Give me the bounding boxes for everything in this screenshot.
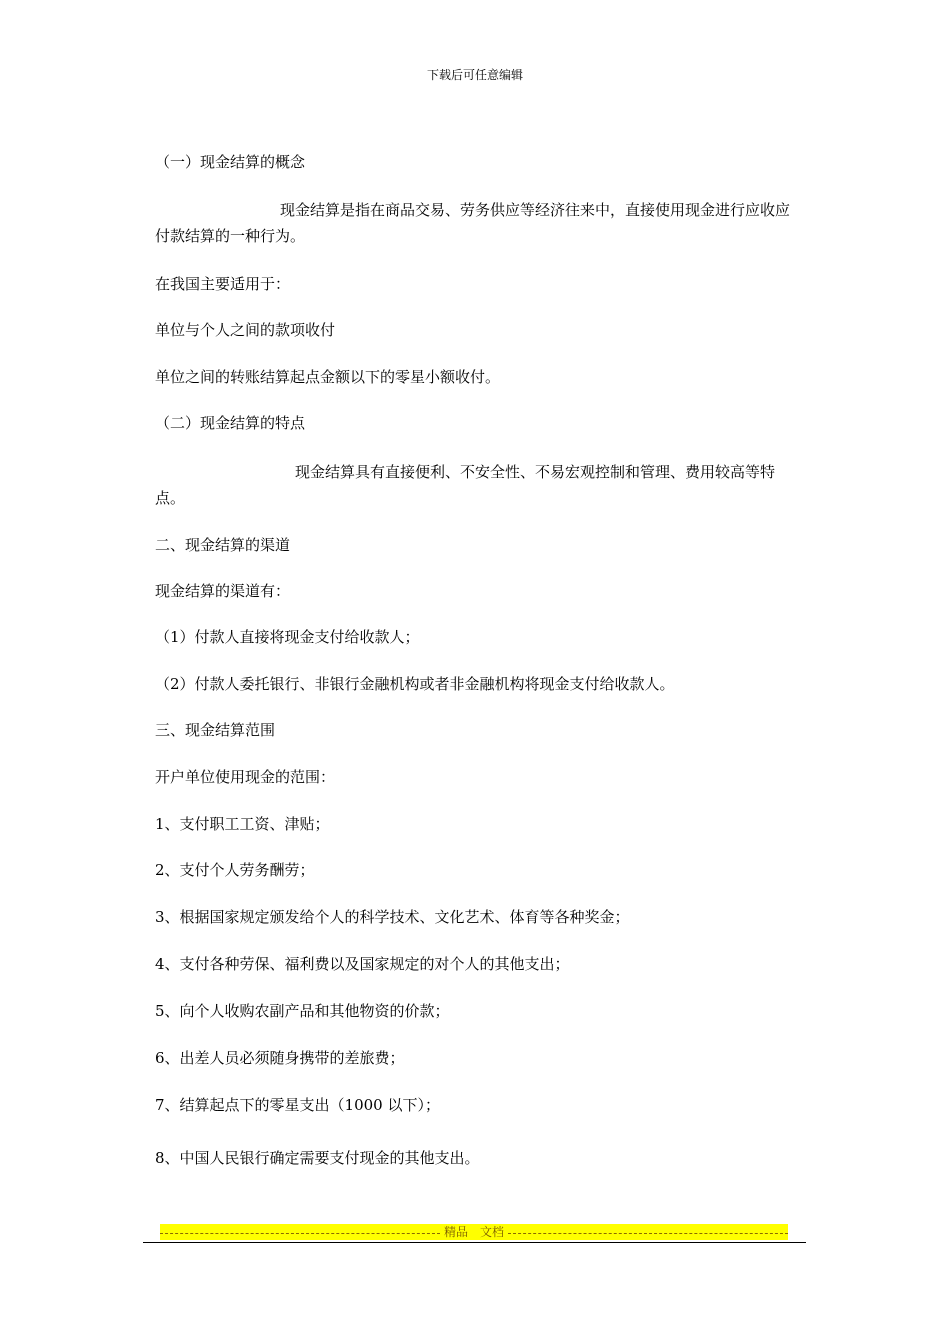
list-item-scope-5: 5、向个人收购农副产品和其他物资的价款； bbox=[155, 1002, 450, 1020]
section-heading-concept: （一）现金结算的概念 bbox=[155, 153, 306, 171]
section-heading-features: （二）现金结算的特点 bbox=[155, 414, 306, 432]
paragraph-features: 现金结算具有直接便利、不安全性、不易宏观控制和管理、费用较高等特点。 bbox=[155, 463, 776, 507]
footer-dash-right bbox=[508, 1233, 788, 1234]
list-item-scope-1: 1、支付职工工资、津贴； bbox=[155, 815, 330, 833]
paragraph-definition: 现金结算是指在商品交易、劳务供应等经济往来中，直接使用现金进行应收应付款结算的一种行为。 bbox=[155, 201, 791, 245]
list-item-scope-2: 2、支付个人劳务酬劳； bbox=[155, 861, 315, 879]
paragraph-scope-intro: 开户单位使用现金的范围： bbox=[155, 768, 336, 786]
footer-label: 精品 文档 bbox=[444, 1225, 505, 1239]
footer-dash-left bbox=[160, 1233, 440, 1234]
footer-highlight-bar bbox=[160, 1224, 788, 1240]
page-header-note: 下载后可任意编辑 bbox=[426, 68, 523, 82]
section-heading-channels: 二、现金结算的渠道 bbox=[155, 536, 291, 554]
list-item-scope-6: 6、出差人员必须随身携带的差旅费； bbox=[155, 1049, 405, 1067]
paragraph-applicable-intro: 在我国主要适用于： bbox=[155, 275, 291, 293]
list-item-channel-1: （1）付款人直接将现金支付给收款人； bbox=[155, 628, 420, 646]
list-item-scope-4: 4、支付各种劳保、福利费以及国家规定的对个人的其他支出； bbox=[155, 955, 570, 973]
list-item-scope-3: 3、根据国家规定颁发给个人的科学技术、文化艺术、体育等各种奖金； bbox=[155, 908, 630, 926]
footer-rule bbox=[143, 1242, 806, 1243]
list-item-channel-2: （2）付款人委托银行、非银行金融机构或者非金融机构将现金支付给收款人。 bbox=[155, 675, 675, 693]
paragraph-applicable-item-2: 单位之间的转账结算起点金额以下的零星小额收付。 bbox=[155, 368, 501, 386]
paragraph-channels-intro: 现金结算的渠道有： bbox=[155, 582, 291, 600]
paragraph-applicable-item-1: 单位与个人之间的款项收付 bbox=[155, 321, 336, 339]
list-item-scope-8: 8、中国人民银行确定需要支付现金的其他支出。 bbox=[155, 1149, 480, 1167]
list-item-scope-7: 7、结算起点下的零星支出（1000 以下）； bbox=[155, 1096, 440, 1114]
section-heading-scope: 三、现金结算范围 bbox=[155, 721, 276, 739]
